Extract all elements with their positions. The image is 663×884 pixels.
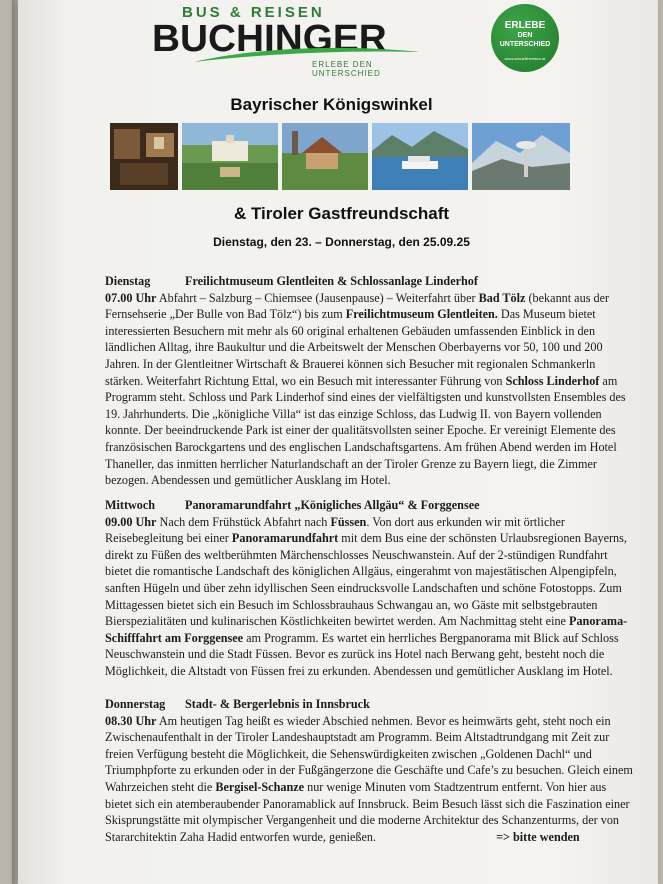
text-segment: Nach dem Frühstück Abfahrt nach [156, 514, 331, 529]
text-segment: nur wenige Minuten vom Stadtzentrum entfernt. Von hier aus bietet sich ein atemberaubender Panoramablick auf Innsbruck. Beim Besuch lässt sich die Faszination einer Skisprungstätte mit olympischer Vergangenheit und die moderne Architektur des Schanzenturms, der von Stararchitektin Zaha Hadid entworfen wurde, genießen. [105, 779, 630, 844]
photo-forggensee-ship [372, 123, 468, 190]
highlight: Schloss Linderhof [505, 373, 600, 388]
photo-linderhof-castle [182, 123, 278, 190]
slogan-badge [491, 4, 559, 72]
logo-wordmark: BUCHINGER [152, 18, 387, 60]
highlight: Freilichtmuseum Glentleiten. [345, 307, 498, 322]
logo-tagline-top: BUS & REISEN [182, 4, 325, 21]
text-segment: am Programm steht. Schloss und Park Linderhof sind eines der vielfältigsten und kunstvollsten Ensembles des 19. Jahrhunderts. Die „königliche Villa“ ist das einzige Schloss, das Ludwig II. von Bayern vollenden konnte. Der beeindruckende Park ist einer der qualitätsvollsten seiner Epoche. Er vereinigt Elemente des französischen Barockgartens und des englischen Landschaftsgartens. Am frühen Abend werden im Hotel Thaneller, das inmitten herrlicher Naturlandschaft an der Tiroler Grenze zu Bayern liegt, die Zimmer bezogen. Abendessen und gemütlicher Ausklang im Hotel. [105, 373, 626, 488]
photo-bergisel-ski-jump [472, 123, 570, 190]
day-description-1 [105, 290, 633, 489]
day-name: Dienstag [105, 274, 151, 288]
departure-time: 07.00 Uhr [105, 290, 157, 305]
trip-subtitle: & Tiroler Gastfreundschaft [233, 204, 450, 223]
text-segment: . Von dort aus erkunden wir mit örtlicher Reisebegleitung bei einer [105, 514, 565, 546]
photo-open-air-museum [282, 123, 368, 190]
day-title: Stadt- & Bergerlebnis in Innsbruck [185, 697, 370, 711]
highlight: Panorama-Schifffahrt am Forggensee [105, 614, 628, 645]
badge-line-1: ERLEBE [504, 20, 546, 31]
text-segment: am Programm. Es wartet ein herrliches Bergpanorama mit Blick auf Schloss Neuschwanstein und die Stadt Füssen. Bevor es zurück ins Hotel nach Berwang geht, besteht noch die Möglichkeit, die Altstadt von Füssen frei zu erkunden. Abendessen und gemütlicher Ausklang im Hotel. [105, 630, 619, 678]
day-section-3 [105, 696, 633, 845]
text-segment: (bekannt aus der Fernsehserie „Der Bulle von Bad Tölz“) bis zum [105, 290, 610, 322]
day-description-3 [105, 713, 633, 846]
highlight: Panoramarundfahrt [231, 531, 339, 546]
day-name: Mittwoch [105, 498, 156, 512]
day-heading-3 [105, 696, 633, 713]
day-description-2 [105, 514, 633, 680]
highlight: Bergisel-Schanze [215, 779, 305, 794]
turn-page-note: => bitte wenden [496, 829, 580, 844]
text-segment: mit dem Bus eine der schönsten Urlaubsregionen Bayerns, direkt zu Füßen des weltberühmten Märchenschlosses Neuschwanstein. Auf der 2-stündigen Rundfahrt bietet die romantische Landschaft des königlichen Allgäus, eingerahmt von majestätischen Alpengipfeln, sanften Hügeln und über zehn idyllischen Seen eindrucksvolle Landschaften und schöne Fotostopps. Zum Mittagessen bietet sich ein Besuch im Schlossbrauhaus Schwangau an, wo Gäste mit selbstgebrauten Bierspezialitäten und kulinarischen Köstlichkeiten bewirtet werden. Am Nachmittag steht eine [105, 531, 627, 629]
badge-line-2: DEN [517, 32, 533, 39]
text-segment: Am heutigen Tag heißt es wieder Abschied nehmen. Bevor es heimwärts geht, steht noch ein Zwischenaufenthalt in der Tiroler Landeshauptstadt am Programm. Beim Altstadtrundgang mit Zeit zur freien Verfügung besteht die Möglichkeit, die Sehenswürdigkeiten zwischen „Goldenen Dachl“ und Triumphpforte zu erkunden oder in der Fußgängerzone die Geschäfte und Cafe’s zu besuchen. Gleich einem Wahrzeichen steht die [105, 713, 633, 794]
logo-subline: ERLEBE DEN UNTERSCHIED [312, 60, 381, 78]
trip-title: Bayrischer Königswinkel [230, 95, 433, 114]
badge-line-3: UNTERSCHIED [499, 41, 551, 48]
day-title: Panoramarundfahrt „Königliches Allgäu“ & Forggensee [185, 498, 480, 512]
highlight: Füssen [330, 514, 367, 529]
trip-dates: Dienstag, den 23. – Donnerstag, den 25.09.25 [213, 235, 470, 249]
day-section-1 [105, 273, 633, 489]
day-title: Freilichtmuseum Glentleiten & Schlossanlage Linderhof [185, 274, 478, 288]
departure-time: 09.00 Uhr [105, 514, 157, 529]
text-segment: Das Museum bietet interessierten Besuchern mit mehr als 60 original erhaltenen Gebäuden umfassenden Einblick in den ländlichen Alltag, ihre Baukultur und die Arbeitswelt der Menschen Oberbayerns vor 50, 100 und 200 Jahren. In der Glentleitner Wirtschaft & Brauerei können sich Besucher mit regionalen Schmankerln stärken. Weiterfahrt Richtung Ettal, wo ein Besuch mit interessanter Führung von [105, 307, 603, 388]
text-segment: Abfahrt – Salzburg – Chiemsee (Jausenpause) – Weiterfahrt über [156, 290, 479, 305]
badge-url: www.schuellerreisen.at [504, 56, 546, 61]
highlight: Bad Tölz [478, 290, 526, 305]
day-heading-1 [105, 273, 633, 290]
day-name: Donnerstag [105, 697, 166, 711]
departure-time: 08.30 Uhr [105, 713, 157, 728]
company-logo [152, 4, 432, 78]
day-section-2 [105, 497, 633, 680]
day-heading-2 [105, 497, 633, 514]
photo-museum-interior [110, 123, 178, 190]
